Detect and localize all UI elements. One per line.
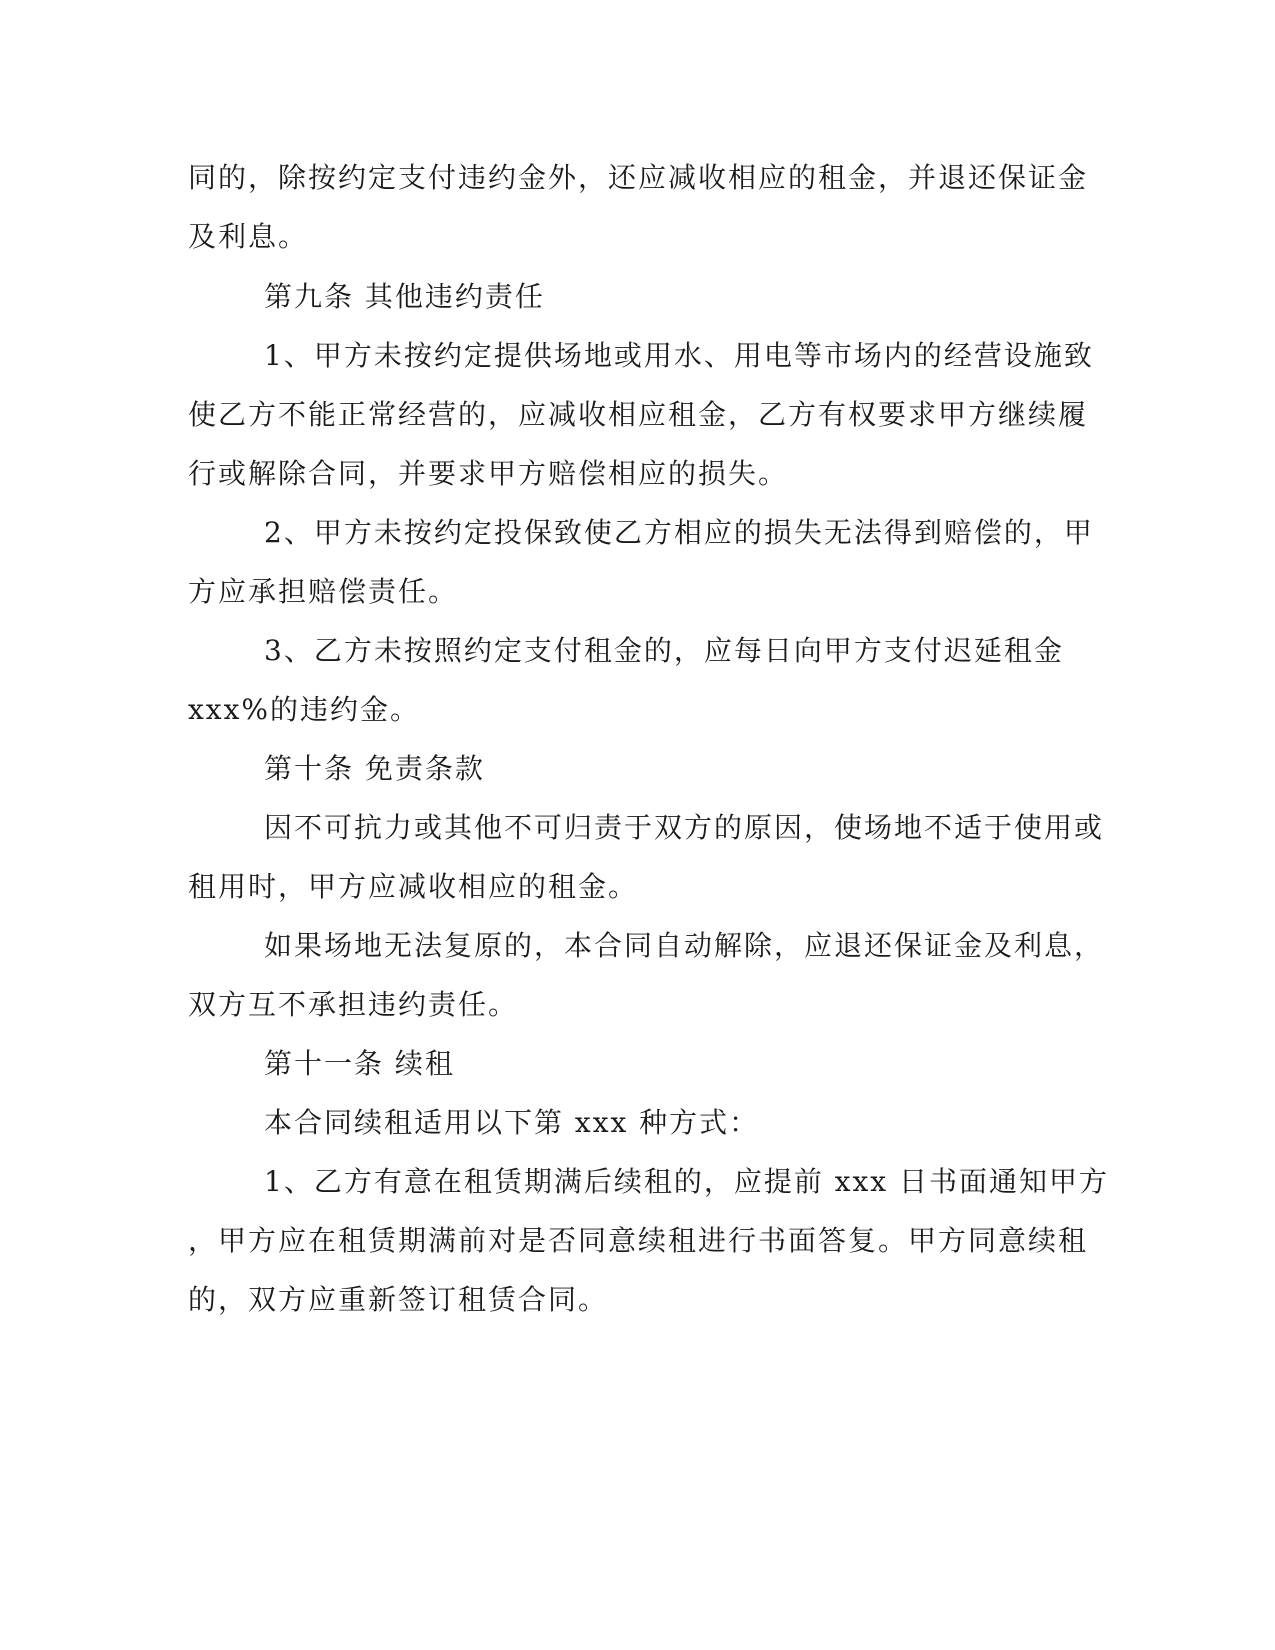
text-line: xxx%的违约金。 [188, 693, 420, 726]
text-line: 因不可抗力或其他不可归责于双方的原因，使场地不适于使用或 [264, 811, 1105, 844]
text-line: 同的，除按约定支付违约金外，还应减收相应的租金，并退还保证金 [188, 161, 1089, 194]
section-heading-11: 第十一条 续租 [264, 1047, 455, 1080]
text-line: 双方互不承担违约责任。 [188, 988, 519, 1021]
text-line: 及利息。 [188, 220, 309, 253]
text-line: 本合同续租适用以下第 xxx 种方式： [264, 1106, 760, 1139]
text-line: 使乙方不能正常经营的，应减收相应租金，乙方有权要求甲方继续履 [188, 398, 1089, 431]
section-heading-9: 第九条 其他违约责任 [264, 280, 545, 313]
text-line: 1、乙方有意在租赁期满后续租的，应提前 xxx 日书面通知甲方 [264, 1165, 1109, 1198]
section-heading-10: 第十条 免责条款 [264, 752, 485, 785]
text-line: 行或解除合同，并要求甲方赔偿相应的损失。 [188, 457, 789, 490]
text-line: ，甲方应在租赁期满前对是否同意续租进行书面答复。甲方同意续租 [188, 1224, 1089, 1257]
text-line: 2、甲方未按约定投保致使乙方相应的损失无法得到赔偿的，甲 [264, 516, 1094, 549]
text-line: 方应承担赔偿责任。 [188, 575, 459, 608]
text-line: 租用时，甲方应减收相应的租金。 [188, 870, 639, 903]
text-line: 如果场地无法复原的，本合同自动解除，应退还保证金及利息， [264, 929, 1105, 962]
text-line: 1、甲方未按约定提供场地或用水、用电等市场内的经营设施致 [264, 339, 1094, 372]
text-line: 3、乙方未按照约定支付租金的，应每日向甲方支付迟延租金 [264, 634, 1064, 667]
text-line: 的，双方应重新签订租赁合同。 [188, 1283, 609, 1316]
